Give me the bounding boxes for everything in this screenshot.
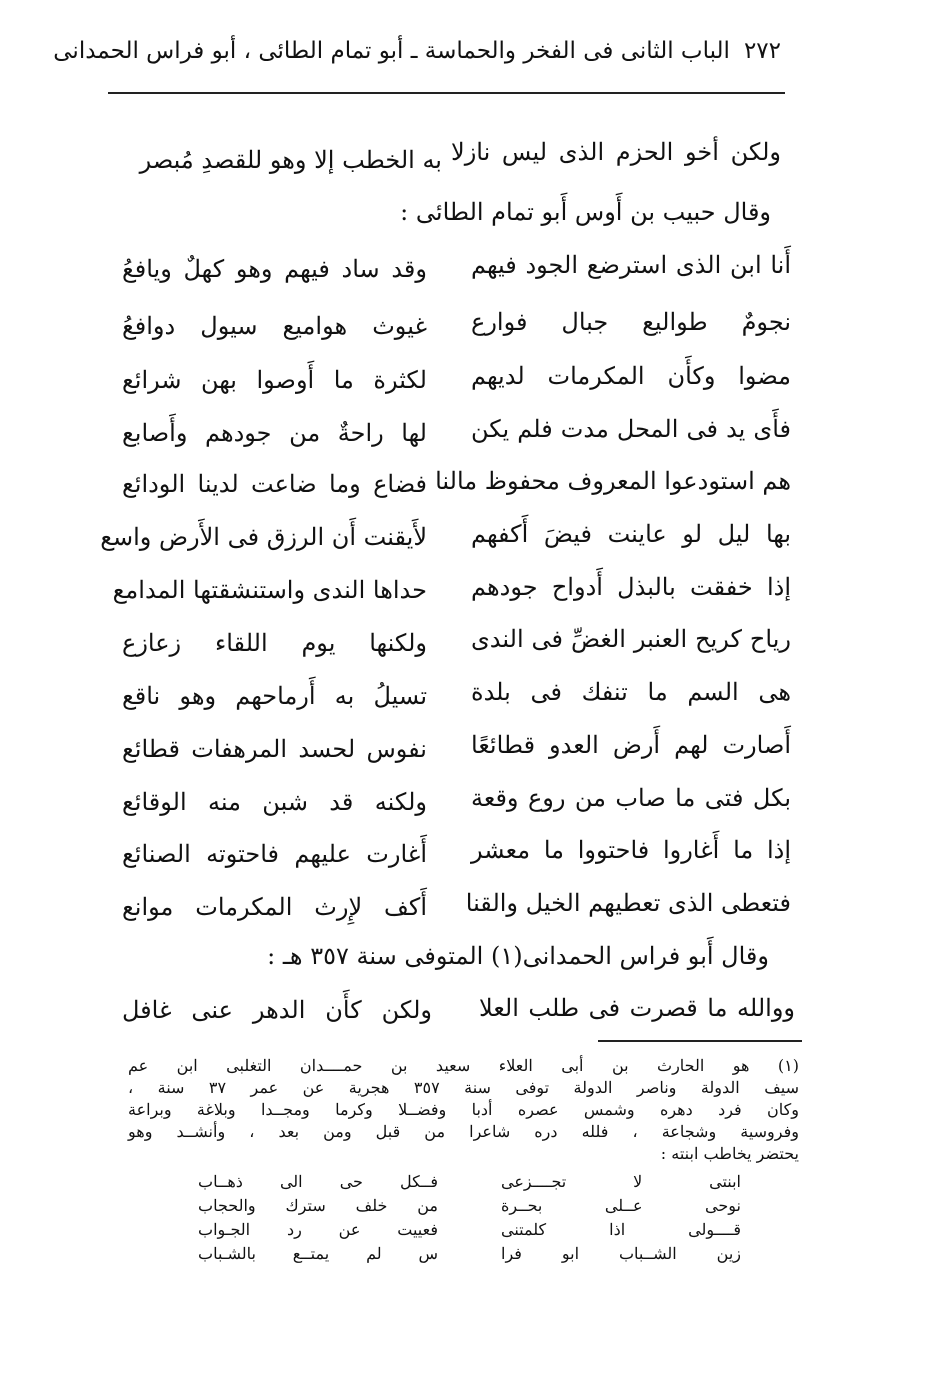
footnote-verse-right: نوحى عــلى بحــرة bbox=[501, 1196, 741, 1215]
verse-right-hemistich: أَنا ابن الذى استرضع الجود فيهم bbox=[471, 251, 791, 279]
verse-left-hemistich: غيوث هواميع سيول دوافعُ bbox=[122, 312, 427, 340]
verse-left-hemistich: ولكن كأَن الدهر عنى غافل bbox=[122, 996, 432, 1024]
verse-right-hemistich: بها ليل لو عاينت فيضَ أَكفهم bbox=[471, 520, 791, 548]
footnote-line: يحتضر يخاطب ابنته : bbox=[660, 1144, 799, 1163]
footnote-verse-left: من خلف سترك والحجاب bbox=[198, 1196, 438, 1215]
verse-right-hemistich: فأَى يد فى المحل مدت فلم يكن bbox=[471, 415, 791, 443]
footnote-verse-right: زين الشــباب ابو فرا bbox=[501, 1244, 741, 1263]
page-number: ٢٧٢ bbox=[743, 38, 781, 64]
footnote-rule bbox=[598, 1040, 802, 1042]
footnote-verse-left: فــكل حى الى ذهــاب bbox=[198, 1172, 438, 1191]
verse-left-hemistich: وقد ساد فيهم وهو كهلٌ ويافعُ bbox=[122, 255, 427, 283]
footnote-line: وفروسية وشجاعة ، فلله دره شاعرا من قبل ومن بعد ، وأنشــد وهو bbox=[128, 1122, 799, 1141]
running-title: الباب الثانى فى الفخر والحماسة ـ أبو تمام الطائى ، أبو فراس الحمدانى bbox=[53, 38, 730, 64]
verse-left-hemistich: لكثرة ما أَوصوا بهن شرائع bbox=[122, 366, 427, 394]
footnote-line: سيف الدولة وناصر الدولة توفى سنة ٣٥٧ هجرية عن عمر ٣٧ سنة ، bbox=[128, 1078, 799, 1097]
verse-right-hemistich: ووالله ما قصرت فى طلب العلا bbox=[479, 994, 795, 1022]
verse-left-hemistich: فضاع وما ضاعت لدينا الودائع bbox=[122, 470, 427, 498]
footnote-verse-right: ابنتى لا تجــــزعى bbox=[501, 1172, 741, 1191]
intro-abu-firas: وقال أَبو فراس الحمدانى(١) المتوفى سنة ٣٥٧ هـ : bbox=[267, 942, 769, 970]
verse-left-hemistich: ولكنه قد شبن منه الوقائع bbox=[122, 788, 427, 816]
verse-right-hemistich: هم استودعوا المعروف محفوظ مالنا bbox=[435, 467, 791, 495]
intro-habib: وقال حبيب بن أَوس أَبو تمام الطائى : bbox=[400, 198, 771, 226]
running-header bbox=[53, 38, 781, 64]
verse-left-hemistich: لأَيقنت أَن الرزق فى الأَرض واسع bbox=[100, 523, 427, 551]
verse-left-hemistich: تسيلُ به أَرماحهم وهو ناقع bbox=[122, 682, 427, 710]
footnote-line: (١) هو الحارث بن أبى العلاء سعيد بن حمــــدان التغلبى ابن عم bbox=[128, 1056, 799, 1075]
footnote-line: وكان فرد دهره وشمس عصره أدبا وفضــلا وكرما ومجــدا وبلاغة وبراعة bbox=[128, 1100, 799, 1119]
verse-left-hemistich: به الخطب إلا وهو للقصدِ مُبصر bbox=[139, 146, 442, 174]
verse-right-hemistich: إذا خفقت بالبذل أَدواح جودهم bbox=[471, 573, 791, 601]
verse-right-hemistich: ولكن أخو الحزم الذى ليس نازلا bbox=[451, 138, 781, 166]
footnote-verse-left: س لم يمتــع بالشـباب bbox=[198, 1244, 438, 1263]
verse-right-hemistich: أَصارت لهم أَرض العدو قطائعًا bbox=[471, 731, 791, 759]
footnote-verse-left: فعييت عن رد الجـواب bbox=[198, 1220, 438, 1239]
verse-left-hemistich: لها راحةٌ من جودهم وأَصابع bbox=[122, 419, 427, 447]
verse-right-hemistich: فتعطى الذى تعطيهم الخيل والقنا bbox=[465, 889, 791, 917]
footnote-verse-right: قــــولى اذا كلمتنى bbox=[501, 1220, 741, 1239]
verse-left-hemistich: حداها الندى واستنشقتها المدامع bbox=[112, 576, 427, 604]
verse-left-hemistich: أَغارت عليهم فاحتوته الصنائع bbox=[122, 840, 427, 868]
verse-left-hemistich: ولكنها يوم اللقاء زعازع bbox=[122, 629, 427, 657]
verse-right-hemistich: إذا ما أَغاروا فاحتووا ما معشر bbox=[471, 836, 791, 864]
verse-right-hemistich: هى السم ما تنفك فى بلدة bbox=[471, 678, 791, 706]
verse-left-hemistich: نفوس لحسد المرهفات قطائع bbox=[122, 735, 427, 763]
verse-right-hemistich: نجومٌ طواليع جبال فوارع bbox=[471, 308, 791, 336]
header-rule bbox=[108, 92, 785, 94]
verse-right-hemistich: بكل فتى ما صاب من روع وقعة bbox=[471, 784, 791, 812]
verse-right-hemistich: رياح كريح العنبر الغضِّ فى الندى bbox=[471, 625, 791, 653]
verse-left-hemistich: أَكف لإِرث المكرمات موانع bbox=[122, 893, 427, 921]
verse-right-hemistich: مضوا وكأَن المكرمات لديهم bbox=[471, 362, 791, 390]
